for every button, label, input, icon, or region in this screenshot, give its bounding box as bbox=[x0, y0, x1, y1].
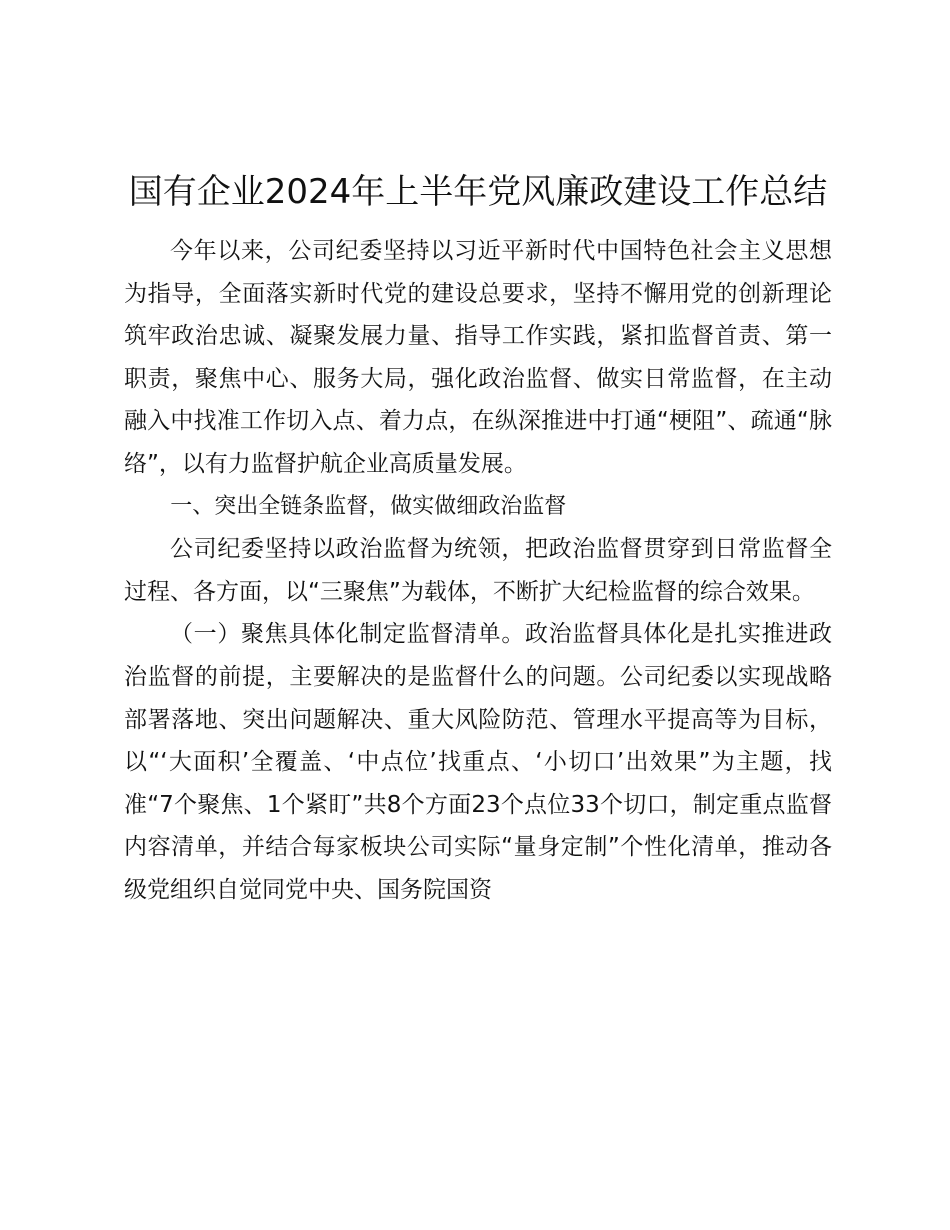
intro-paragraph: 今年以来，公司纪委坚持以习近平新时代中国特色社会主义思想为指导，全面落实新时代党的建设总要求，坚持不懈用党的创新理论筑牢政治忠诚、凝聚发展力量、指导工作实践，紧扣监督首责、第一职责，聚焦中心、服务大局，强化政治监督、做实日常监督，在主动融入中找准工作切入点、着力点，在纵深推进中打通“梗阻”、疏通“脉络”，以有力监督护航企业高质量发展。 bbox=[124, 238, 832, 477]
subsection-1-paragraph: （一）聚焦具体化制定监督清单。政治监督具体化是扎实推进政治监督的前提，主要解决的是监督什么的问题。公司纪委以实现战略部署落地、突出问题解决、重大风险防范、管理水平提高等为目标，以“‘大面积’全覆盖、‘中点位’找重点、‘小切口’出效果”为主题，找准“7个聚焦、1个紧盯”共8个方面23个点位33个切口，制定重点监督内容清单，并结合每家板块公司实际“量身定制”个性化清单，推动各级党组织自觉同党中央、国务院国资 bbox=[124, 621, 832, 903]
document-title: 国有企业2024年上半年党风廉政建设工作总结 bbox=[128, 172, 828, 212]
section-1-paragraph: 公司纪委坚持以政治监督为统领，把政治监督贯穿到日常监督全过程、各方面，以“三聚焦”为载体，不断扩大纪检监督的综合效果。 bbox=[124, 536, 832, 605]
document-page bbox=[124, 168, 832, 912]
section-heading-1: 一、突出全链条监督，做实做细政治监督 bbox=[170, 493, 567, 519]
